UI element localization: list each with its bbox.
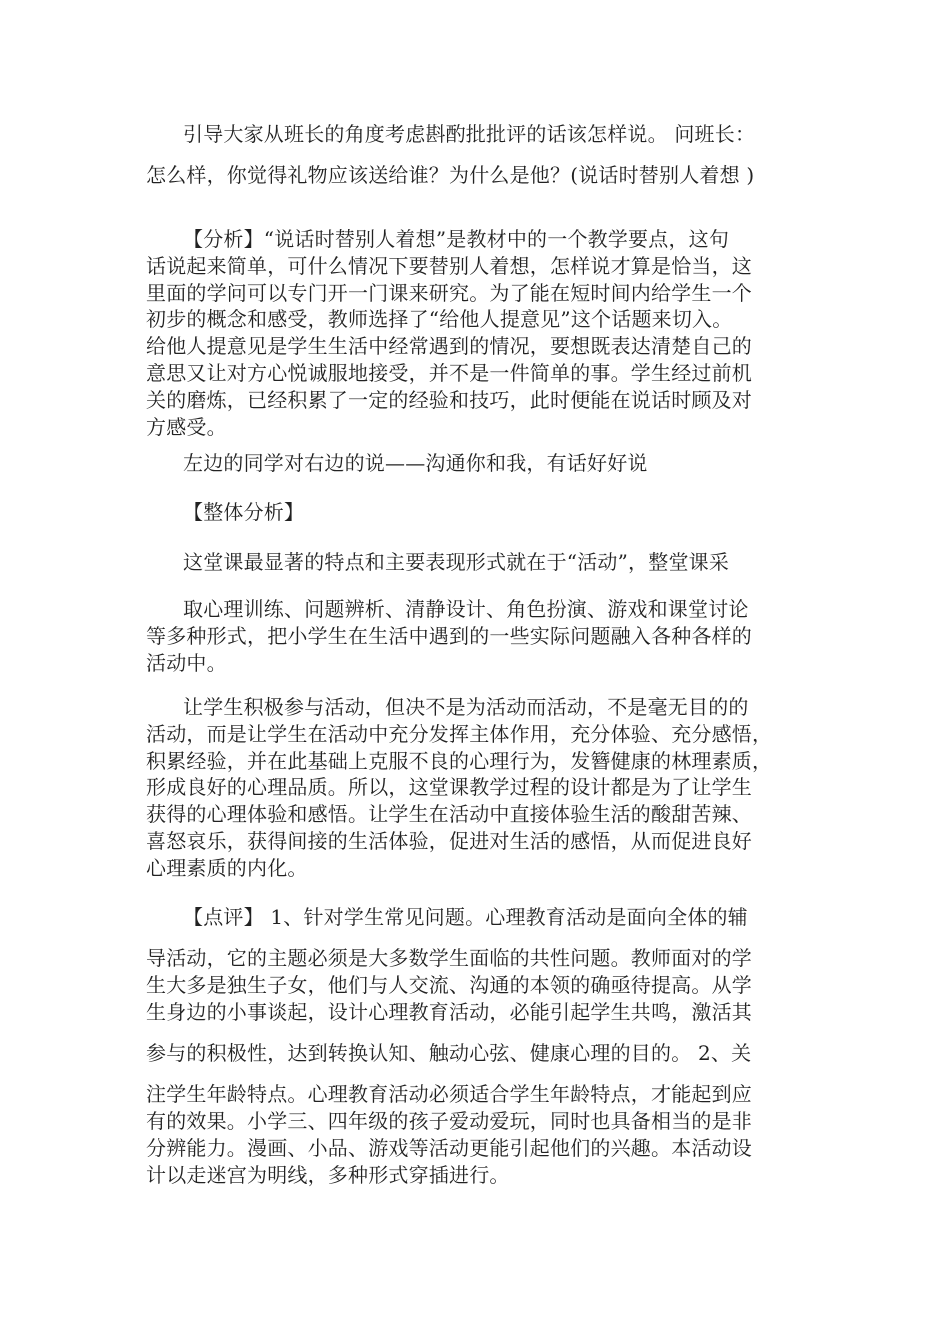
- overall-heading: 【整体分析】: [183, 500, 305, 524]
- analysis-line-3: 里面的学问可以专门开一门课来研究。为了能在短时间内给学生一个: [146, 281, 752, 305]
- intro-line-1: 引导大家从班长的角度考虑斟酌批批评的话该怎样说。 问班长：: [183, 122, 756, 146]
- analysis-line-4: 初步的概念和感受，教师选择了“给他人提意见”这个话题来切入。: [146, 307, 733, 331]
- left-right-line: 左边的同学对右边的说——沟通你和我，有话好好说: [183, 451, 648, 475]
- participation-line-7: 心理素质的内化。: [146, 856, 308, 880]
- participation-line-2: 活动，而是让学生在活动中充分发挥主体作用，充分体验、充分感悟，: [146, 722, 773, 746]
- analysis-line-8: 方感受。: [146, 415, 227, 439]
- comment-line-6: 注学生年龄特点。心理教育活动必须适合学生年龄特点，才能起到应: [146, 1082, 752, 1106]
- comment-line-8: 分辨能力。漫画、小品、游戏等活动更能引起他们的兴趣。本活动设: [146, 1136, 752, 1160]
- comment-line-5: 参与的积极性，达到转换认知、触动心弦、健康心理的目的。 2、关: [146, 1041, 752, 1065]
- analysis-line-7: 关的磨炼，已经积累了一定的经验和技巧，此时便能在说话时顾及对: [146, 388, 752, 412]
- comment-line-7: 有的效果。小学三、四年级的孩子爱动爱玩，同时也具备相当的是非: [146, 1109, 752, 1133]
- overall-line-4: 活动中。: [146, 651, 227, 675]
- analysis-line-1: 【分析】“说话时替别人着想”是教材中的一个教学要点，这句: [183, 227, 730, 251]
- overall-line-1: 这堂课最显著的特点和主要表现形式就在于“活动”，整堂课采: [183, 550, 730, 574]
- participation-line-6: 喜怒哀乐，获得间接的生活体验，促进对生活的感悟，从而促进良好: [146, 829, 752, 853]
- analysis-line-5: 给他人提意见是学生生活中经常遇到的情况，要想既表达清楚自己的: [146, 334, 752, 358]
- participation-line-3: 积累经验，并在此基础上克服不良的心理行为，发簪健康的林理素质，: [146, 749, 773, 773]
- participation-line-4: 形成良好的心理品质。所以，这堂课教学过程的设计都是为了让学生: [146, 775, 752, 799]
- analysis-line-6: 意思又让对方心悦诚服地接受，并不是一件简单的事。学生经过前机: [146, 361, 752, 385]
- comment-line-4: 生身边的小事谈起，设计心理教育活动，必能引起学生共鸣，激活其: [146, 1000, 752, 1024]
- overall-line-3: 等多种形式，把小学生在生活中遇到的一些实际问题融入各种各样的: [146, 624, 752, 648]
- participation-line-1: 让学生积极参与活动，但决不是为活动而活动，不是毫无目的的: [183, 695, 749, 719]
- comment-line-3: 生大多是独生子女，他们与人交流、沟通的本领的确亟待提高。从学: [146, 973, 752, 997]
- intro-line-2: 怎么样，你觉得礼物应该送给谁？为什么是他？(说话时替别人着想 ): [146, 163, 755, 187]
- comment-line-9: 计以走迷宫为明线，多种形式穿插进行。: [146, 1163, 510, 1187]
- comment-line-1: 【点评】 1、针对学生常见问题。心理教育活动是面向全体的辅: [183, 905, 748, 929]
- analysis-line-2: 话说起来简单，可什么情况下要替别人着想，怎样说才算是恰当，这: [146, 254, 752, 278]
- overall-line-2: 取心理训练、问题辨析、清静设计、角色扮演、游戏和课堂讨论: [183, 597, 749, 621]
- participation-line-5: 获得的心理体验和感悟。让学生在活动中直接体验生活的酸甜苦辣、: [146, 802, 752, 826]
- comment-line-2: 导活动，它的主题必须是大多数学生面临的共性问题。教师面对的学: [146, 946, 752, 970]
